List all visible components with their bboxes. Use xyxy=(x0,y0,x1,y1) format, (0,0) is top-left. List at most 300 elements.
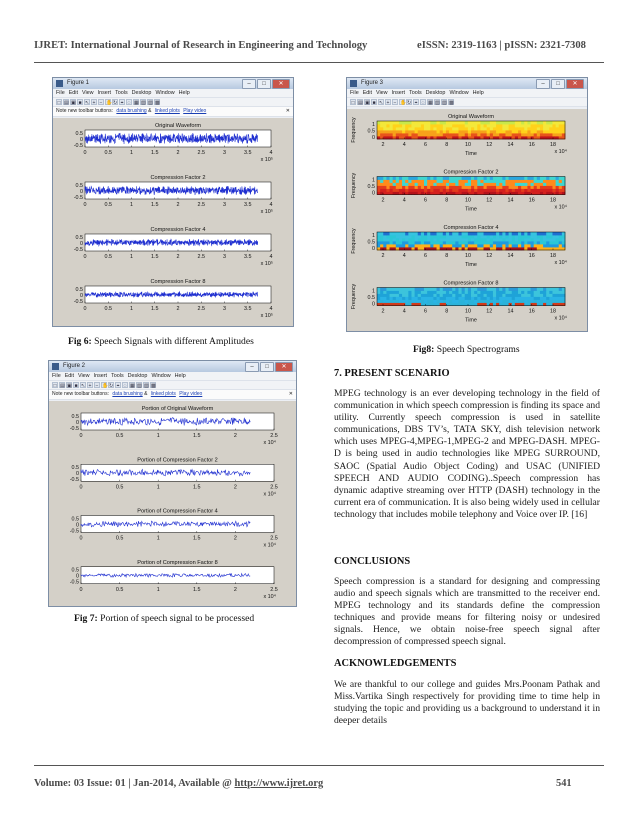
spectrogram-cell xyxy=(549,235,553,238)
x-exponent-label: x 10⁵ xyxy=(260,157,273,163)
spectrogram-cell xyxy=(496,133,500,136)
pan-icon[interactable]: ✋ xyxy=(102,383,109,389)
brush-icon[interactable]: ◌ xyxy=(127,100,131,106)
save-icon[interactable]: ▣ xyxy=(71,100,76,106)
menu-item-file[interactable]: File xyxy=(350,90,359,96)
menu-item-window[interactable]: Window xyxy=(449,90,469,96)
spectrogram-cell xyxy=(421,241,425,244)
close-notice-icon[interactable]: ✕ xyxy=(285,108,290,114)
spectrogram-cell xyxy=(421,288,425,291)
menu-item-help[interactable]: Help xyxy=(174,373,186,379)
spectrogram-cell xyxy=(527,189,531,192)
data-cursor-icon[interactable]: ⌖ xyxy=(116,383,120,389)
y-tick-label: 0 xyxy=(76,573,79,580)
link-plot-icon[interactable]: ▦ xyxy=(130,383,135,389)
spectrogram-cell xyxy=(552,235,556,238)
link-plot-icon[interactable]: ▦ xyxy=(134,100,139,106)
subplot-2 xyxy=(351,170,568,213)
spectrogram-cell xyxy=(540,297,544,300)
spectrogram-cell xyxy=(531,244,535,247)
spectrogram-cell xyxy=(433,124,437,127)
menu-item-desktop[interactable]: Desktop xyxy=(127,373,148,379)
x-tick-label: 18 xyxy=(550,142,556,148)
spectrogram-cell xyxy=(452,133,456,136)
spectrogram-cell xyxy=(534,180,538,183)
colorbar-icon[interactable]: ▧ xyxy=(137,383,142,389)
spectrogram-cell xyxy=(509,177,513,180)
spectrogram-cell xyxy=(433,238,437,241)
spectrogram-cell xyxy=(455,180,459,183)
spectrogram-cell xyxy=(380,232,384,235)
edit-plot-icon[interactable]: ↖ xyxy=(85,100,90,106)
spectrogram-cell xyxy=(405,130,409,133)
x-tick-label: 1 xyxy=(156,433,160,439)
spectrogram-cell xyxy=(546,186,550,189)
save-icon[interactable]: ▣ xyxy=(67,383,72,389)
spectrogram-cell xyxy=(462,241,466,244)
spectrogram-cell xyxy=(424,300,428,303)
spectrogram-cell xyxy=(509,238,513,241)
spectrogram-cell xyxy=(452,297,456,300)
spectrogram-cell xyxy=(499,127,503,130)
brush-icon[interactable]: ◌ xyxy=(123,383,127,389)
spectrogram-cell xyxy=(502,300,506,303)
spectrogram-cell xyxy=(477,186,481,189)
spectrogram-cell xyxy=(402,297,406,300)
spectrogram-cell xyxy=(424,288,428,291)
spectrogram-cell xyxy=(474,235,478,238)
spectrogram-cell xyxy=(512,124,516,127)
spectrogram-cell xyxy=(493,124,497,127)
spectrogram-cell xyxy=(480,288,484,291)
spectrogram-cell xyxy=(493,241,497,244)
spectrogram-cell xyxy=(471,235,475,238)
link-plot-icon[interactable]: ▦ xyxy=(428,100,433,106)
menu-item-insert[interactable]: Insert xyxy=(391,90,406,96)
spectrogram-cell xyxy=(505,124,509,127)
spectrogram-cell xyxy=(471,294,475,297)
spectrogram-cell xyxy=(496,288,500,291)
spectrogram-cell xyxy=(546,238,550,241)
legend-icon[interactable]: ▨ xyxy=(148,100,153,106)
spectrogram-cell xyxy=(440,183,444,186)
property-editor-icon[interactable]: ▩ xyxy=(155,100,160,106)
menu-item-view[interactable]: View xyxy=(375,90,388,96)
x-tick-label: 2 xyxy=(381,197,385,204)
play-video-link[interactable]: Play video xyxy=(179,391,203,397)
print-icon[interactable]: ■ xyxy=(372,100,376,106)
x-tick-label: 8 xyxy=(445,308,449,315)
spectrogram-cell xyxy=(443,244,447,247)
menu-item-desktop[interactable]: Desktop xyxy=(425,90,446,96)
spectrogram-cell xyxy=(556,186,560,189)
spectrogram-cell xyxy=(537,183,541,186)
spectrogram-cell xyxy=(383,180,387,183)
spectrogram-cell xyxy=(505,291,509,294)
spectrogram-cell xyxy=(411,180,415,183)
spectrogram-cell xyxy=(556,300,560,303)
spectrogram-cell xyxy=(537,130,541,133)
subplot-2 xyxy=(74,175,273,215)
spectrogram-cell xyxy=(421,297,425,300)
legend-icon[interactable]: ▨ xyxy=(442,100,447,106)
data-brushing-link[interactable]: data brushing xyxy=(116,108,147,114)
colorbar-icon[interactable]: ▧ xyxy=(435,100,440,106)
maximize-button[interactable]: □ xyxy=(257,79,271,89)
spectrogram-cell xyxy=(490,294,494,297)
spectrogram-cell xyxy=(446,300,450,303)
window-titlebar[interactable] xyxy=(347,78,587,89)
spectrogram-cell xyxy=(493,180,497,183)
x-axis-label: Time xyxy=(465,151,477,157)
spectrogram-cell xyxy=(380,180,384,183)
x-tick-label: 2.5 xyxy=(270,433,278,439)
window-titlebar[interactable] xyxy=(53,78,293,89)
spectrogram-cell xyxy=(449,130,453,133)
menu-item-window[interactable]: Window xyxy=(155,90,175,96)
spectrogram-cell xyxy=(452,241,456,244)
spectrogram-cell xyxy=(471,288,475,291)
spectrogram-cell xyxy=(458,127,462,130)
spectrogram-cell xyxy=(386,294,390,297)
spectrogram-cell xyxy=(487,180,491,183)
close-button[interactable]: ✕ xyxy=(272,79,290,89)
menu-item-window[interactable]: Window xyxy=(151,373,171,379)
save-icon[interactable]: ▣ xyxy=(365,100,370,106)
spectrogram-cell xyxy=(502,235,506,238)
spectrogram-cell xyxy=(487,300,491,303)
data-cursor-icon[interactable]: ⌖ xyxy=(120,100,124,106)
spectrogram-cell xyxy=(546,130,550,133)
spectrogram-cell xyxy=(531,291,535,294)
close-notice-icon[interactable]: ✕ xyxy=(288,391,293,397)
spectrogram-cell xyxy=(474,186,478,189)
colorbar-icon[interactable]: ▧ xyxy=(141,100,146,106)
spectrogram-cell xyxy=(537,189,541,192)
maximize-button[interactable]: □ xyxy=(551,79,565,89)
spectrogram-cell xyxy=(465,241,469,244)
spectrogram-cell xyxy=(383,186,387,189)
minimize-button[interactable]: – xyxy=(242,79,256,89)
x-tick-label: 3 xyxy=(223,150,226,156)
spectrogram-cell xyxy=(474,183,478,186)
spectrogram-cell xyxy=(480,300,484,303)
menu-item-file[interactable]: File xyxy=(52,373,61,379)
spectrogram-cell xyxy=(427,124,431,127)
spectrogram-cell xyxy=(386,124,390,127)
y-tick-label: -0.5 xyxy=(69,528,79,535)
window-titlebar[interactable] xyxy=(49,361,296,372)
legend-icon[interactable]: ▨ xyxy=(144,383,149,389)
spectrogram-cell xyxy=(546,183,550,186)
data-cursor-icon[interactable]: ⌖ xyxy=(414,100,418,106)
spectrogram-cell xyxy=(496,300,500,303)
spectrogram-cell xyxy=(399,300,403,303)
spectrogram-cell xyxy=(430,130,434,133)
spectrogram-cell xyxy=(418,238,422,241)
spectrogram-cell xyxy=(546,177,550,180)
menu-item-edit[interactable]: Edit xyxy=(68,90,78,96)
spectrogram-cell xyxy=(405,183,409,186)
spectrogram-cell xyxy=(477,189,481,192)
spectrogram-cell xyxy=(512,121,516,124)
x-tick-label: 2 xyxy=(381,142,385,148)
menu-item-help[interactable]: Help xyxy=(472,90,484,96)
spectrogram-cell xyxy=(556,180,560,183)
spectrogram-cell xyxy=(493,189,497,192)
brush-icon[interactable]: ◌ xyxy=(421,100,425,106)
spectrogram-cell xyxy=(493,235,497,238)
x-tick-label: 1 xyxy=(130,254,133,260)
spectrogram-cell xyxy=(546,297,550,300)
zoom-in-icon[interactable]: + xyxy=(92,100,96,106)
pan-icon[interactable]: ✋ xyxy=(400,100,407,106)
spectrogram-cell xyxy=(427,180,431,183)
maximize-button[interactable]: □ xyxy=(260,362,274,372)
spectrogram-cell xyxy=(424,291,428,294)
property-editor-icon[interactable]: ▩ xyxy=(449,100,454,106)
rotate-icon[interactable]: ↻ xyxy=(407,100,412,106)
spectrogram-cell xyxy=(559,300,563,303)
subplot-4 xyxy=(74,279,273,319)
spectrogram-cell xyxy=(440,121,444,124)
x-tick-label: 2.5 xyxy=(270,484,278,491)
spectrogram-cell xyxy=(446,186,450,189)
spectrogram-cell xyxy=(515,297,519,300)
spectrogram-cell xyxy=(531,177,535,180)
spectrogram-cell xyxy=(427,130,431,133)
close-button[interactable]: ✕ xyxy=(566,79,584,89)
minimize-button[interactable]: – xyxy=(245,362,259,372)
spectrogram-cell xyxy=(484,288,488,291)
y-tick-label: 0.5 xyxy=(75,130,83,137)
spectrogram-cell xyxy=(415,133,419,136)
spectrogram-cell xyxy=(471,121,475,124)
spectrogram-cell xyxy=(443,133,447,136)
minimize-button[interactable]: – xyxy=(536,79,550,89)
new-file-icon[interactable]: □ xyxy=(351,100,355,106)
y-tick-label: -0.5 xyxy=(73,246,83,253)
new-file-icon[interactable]: □ xyxy=(53,383,57,389)
x-tick-label: 1 xyxy=(130,150,133,156)
x-tick-label: 12 xyxy=(486,253,493,259)
x-tick-label: 0 xyxy=(83,254,87,260)
spectrogram-cell xyxy=(437,127,441,130)
spectrogram-cell xyxy=(518,130,522,133)
spectrogram-cell xyxy=(418,177,422,180)
x-tick-label: 8 xyxy=(445,197,449,204)
spectrogram-cell xyxy=(512,130,516,133)
spectrogram-cell xyxy=(474,238,478,241)
spectrogram-cell xyxy=(462,294,466,297)
spectrogram-cell xyxy=(518,189,522,192)
spectrogram-cell xyxy=(493,121,497,124)
footer-url-link[interactable]: http://www.ijret.org xyxy=(234,778,324,789)
menu-item-tools[interactable]: Tools xyxy=(409,90,422,96)
spectrogram-cell xyxy=(502,130,506,133)
spectrogram-cell xyxy=(515,127,519,130)
spectrogram-cell xyxy=(446,297,450,300)
edit-plot-icon[interactable]: ↖ xyxy=(81,383,86,389)
spectrogram-cell xyxy=(402,124,406,127)
spectrogram-cell xyxy=(415,238,419,241)
spectrogram-cell xyxy=(402,186,406,189)
play-video-link[interactable]: Play video xyxy=(183,108,207,114)
spectrogram-cell xyxy=(468,186,472,189)
property-editor-icon[interactable]: ▩ xyxy=(151,383,156,389)
spectrogram-cell xyxy=(534,241,538,244)
section-heading-conclusions: CONCLUSIONS xyxy=(334,556,411,567)
print-icon[interactable]: ■ xyxy=(74,383,78,389)
y-tick-label: 0 xyxy=(80,240,83,247)
spectrogram-cell xyxy=(496,124,500,127)
x-tick-label: 2 xyxy=(233,433,237,439)
spectrogram-cell xyxy=(546,232,550,235)
zoom-out-icon[interactable]: − xyxy=(393,100,397,106)
spectrogram-cell xyxy=(449,186,453,189)
menu-item-view[interactable]: View xyxy=(77,373,90,379)
spectrogram-cell xyxy=(411,127,415,130)
spectrogram-cell xyxy=(462,189,466,192)
spectrogram-cell xyxy=(396,124,400,127)
spectrogram-cell xyxy=(449,235,453,238)
spectrogram-cell xyxy=(518,180,522,183)
spectrogram-cell xyxy=(480,232,484,235)
spectrogram-cell xyxy=(408,300,412,303)
spectrogram-cell xyxy=(490,121,494,124)
zoom-in-icon[interactable]: + xyxy=(88,383,92,389)
spectrogram-cell xyxy=(440,124,444,127)
print-icon[interactable]: ■ xyxy=(78,100,82,106)
figure-window-fig7[interactable] xyxy=(48,360,297,607)
spectrogram-cell xyxy=(512,133,516,136)
spectrogram-cell xyxy=(490,189,494,192)
pan-icon[interactable]: ✋ xyxy=(106,100,113,106)
close-button[interactable]: ✕ xyxy=(275,362,293,372)
spectrogram-cell xyxy=(487,121,491,124)
rotate-icon[interactable]: ↻ xyxy=(113,100,118,106)
spectrogram-cell xyxy=(559,133,563,136)
zoom-out-icon[interactable]: − xyxy=(99,100,103,106)
menu-item-insert[interactable]: Insert xyxy=(93,373,108,379)
spectrogram-cell xyxy=(521,300,525,303)
running-header xyxy=(34,40,614,51)
linked-plots-link[interactable]: linked plots xyxy=(154,108,180,114)
spectrogram-cell xyxy=(415,232,419,235)
spectrogram-cell xyxy=(386,186,390,189)
spectrogram-cell xyxy=(540,300,544,303)
spectrogram-cell xyxy=(443,183,447,186)
data-brushing-link[interactable]: data brushing xyxy=(112,391,143,397)
spectrogram-cell xyxy=(433,127,437,130)
spectrogram-cell xyxy=(415,121,419,124)
open-file-icon[interactable]: ▤ xyxy=(60,383,65,389)
open-file-icon[interactable]: ▤ xyxy=(64,100,69,106)
spectrogram-cell xyxy=(440,288,444,291)
spectrogram-cell xyxy=(493,288,497,291)
menu-item-edit[interactable]: Edit xyxy=(64,373,74,379)
linked-plots-link[interactable]: linked plots xyxy=(150,391,176,397)
figure-window-fig6[interactable] xyxy=(52,77,294,327)
spectrogram-cell xyxy=(433,288,437,291)
spectrogram-cell xyxy=(552,297,556,300)
spectrogram-cell xyxy=(499,130,503,133)
menu-item-tools[interactable]: Tools xyxy=(111,373,124,379)
spectrogram-cell xyxy=(505,238,509,241)
spectrogram-cell xyxy=(462,244,466,247)
spectrogram-cell xyxy=(518,183,522,186)
spectrogram-cell xyxy=(531,124,535,127)
spectrogram-cell xyxy=(424,297,428,300)
menu-item-file[interactable]: File xyxy=(56,90,65,96)
spectrogram-cell xyxy=(493,130,497,133)
spectrogram-cell xyxy=(433,244,437,247)
menu-item-tools[interactable]: Tools xyxy=(115,90,128,96)
menu-item-insert[interactable]: Insert xyxy=(97,90,112,96)
spectrogram-cell xyxy=(546,300,550,303)
spectrogram-cell xyxy=(455,288,459,291)
x-tick-label: 10 xyxy=(465,308,471,315)
spectrogram-cell xyxy=(524,241,528,244)
spectrogram-cell xyxy=(480,244,484,247)
spectrogram-cell xyxy=(531,300,535,303)
new-file-icon[interactable]: □ xyxy=(57,100,61,106)
spectrogram-cell xyxy=(424,121,428,124)
spectrogram-cell xyxy=(415,186,419,189)
spectrogram-cell xyxy=(458,232,462,235)
spectrogram-cell xyxy=(480,189,484,192)
spectrogram-cell xyxy=(433,297,437,300)
spectrogram-cell xyxy=(443,235,447,238)
spectrogram-cell xyxy=(462,288,466,291)
menu-item-desktop[interactable]: Desktop xyxy=(131,90,152,96)
menu-item-help[interactable]: Help xyxy=(178,90,190,96)
spectrogram-cell xyxy=(552,180,556,183)
figure-window-fig8[interactable] xyxy=(346,77,588,332)
spectrogram-cell xyxy=(559,180,563,183)
spectrogram-cell xyxy=(543,294,547,297)
spectrogram-cell xyxy=(377,130,381,133)
spectrogram-cell xyxy=(446,244,450,247)
zoom-in-icon[interactable]: + xyxy=(386,100,390,106)
menu-item-edit[interactable]: Edit xyxy=(362,90,372,96)
x-tick-label: 10 xyxy=(465,142,471,148)
spectrogram-cell xyxy=(418,288,422,291)
spectrogram-cell xyxy=(518,238,522,241)
menu-item-view[interactable]: View xyxy=(81,90,94,96)
x-tick-label: 2.5 xyxy=(197,150,205,156)
open-file-icon[interactable]: ▤ xyxy=(358,100,363,106)
y-tick-label: 0 xyxy=(372,245,375,252)
spectrogram-cell xyxy=(531,189,535,192)
edit-plot-icon[interactable]: ↖ xyxy=(379,100,384,106)
spectrogram-cell xyxy=(386,130,390,133)
spectrogram-cell xyxy=(505,232,509,235)
spectrogram-cell xyxy=(390,238,394,241)
spectrogram-cell xyxy=(468,127,472,130)
spectrogram-cell xyxy=(408,241,412,244)
spectrogram-cell xyxy=(455,130,459,133)
spectrogram-cell xyxy=(546,189,550,192)
spectrogram-cell xyxy=(393,291,397,294)
spectrogram-cell xyxy=(537,177,541,180)
spectrogram-cell xyxy=(380,183,384,186)
zoom-out-icon[interactable]: − xyxy=(95,383,99,389)
rotate-icon[interactable]: ↻ xyxy=(109,383,114,389)
spectrogram-cell xyxy=(402,130,406,133)
x-exponent-label: x 10⁴ xyxy=(263,440,276,446)
spectrogram-cell xyxy=(515,232,519,235)
